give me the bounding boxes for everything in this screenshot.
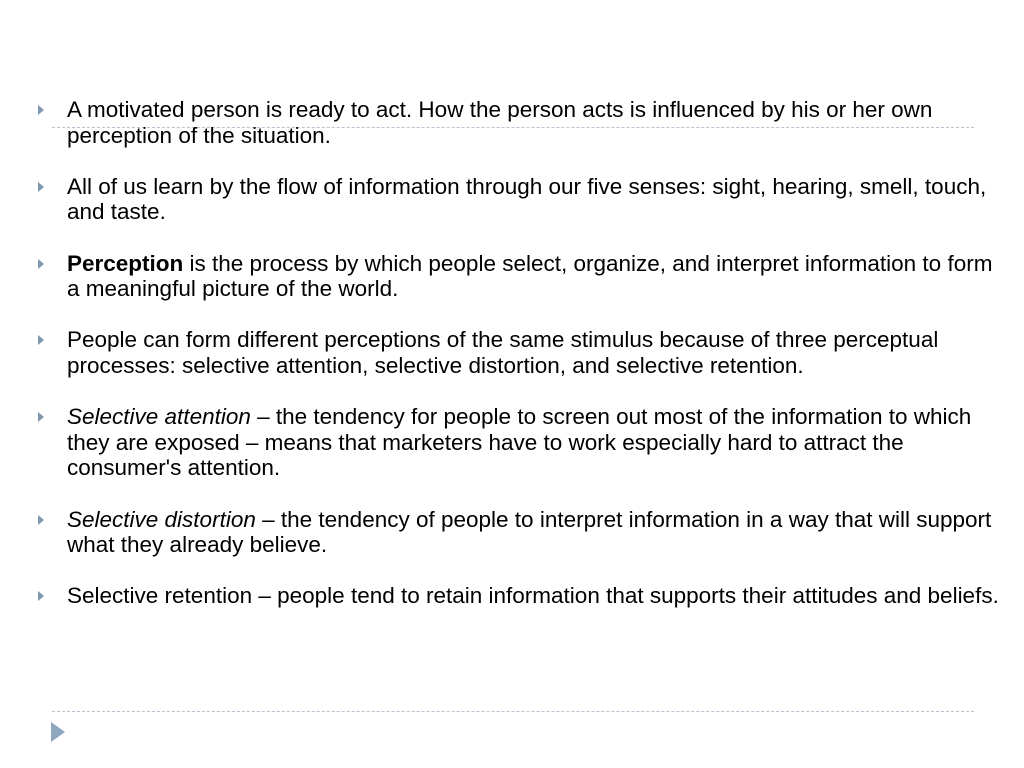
bullet-item [0, 404, 1024, 481]
bullet-text [67, 327, 938, 378]
triangle-right-icon [38, 515, 44, 525]
bullet-lead-italic: Selective attention [67, 404, 251, 430]
bullet-list [0, 97, 1024, 634]
triangle-right-icon [38, 182, 44, 192]
bullet-lead-bold: Perception [67, 250, 184, 276]
bullet-item [0, 327, 1024, 378]
bullet-body: Selective retention – people tend to retain information that supports their attitudes and beliefs. [67, 583, 999, 609]
bullet-body: is the process by which people select, organize, and interpret information to form a meaningful picture of the world. [67, 250, 993, 302]
bullet-body: A motivated person is ready to act. How the person acts is influenced by his or her own perception of the situation. [67, 97, 933, 148]
bottom-divider [52, 711, 974, 712]
triangle-right-icon [38, 412, 44, 422]
bullet-text [67, 174, 986, 225]
bullet-text [67, 251, 992, 302]
triangle-right-icon [38, 335, 44, 345]
bullet-body: – the tendency for people to screen out most of the information to which they are exposed – means that marketers have to work especially hard to attract the consumer's attention. [67, 404, 972, 481]
triangle-right-icon [38, 259, 44, 269]
bullet-item [0, 251, 1024, 302]
bullet-body: – the tendency of people to interpret information in a way that will support what they already believe. [67, 506, 992, 558]
bullet-text [67, 97, 932, 148]
triangle-right-icon [38, 105, 44, 115]
bullet-body: All of us learn by the flow of information through our five senses: sight, hearing, smell, touch, and taste. [67, 173, 987, 225]
next-slide-arrow-icon[interactable] [51, 722, 65, 742]
bullet-body: People can form different perceptions of the same stimulus because of three perceptual processes: selective attention, selective distortion, and selective retention. [67, 327, 939, 378]
bullet-item [0, 507, 1024, 558]
bullet-lead-italic: Selective distortion [67, 506, 256, 532]
bullet-item [0, 174, 1024, 225]
bullet-item [0, 583, 1024, 609]
bullet-text [67, 404, 971, 480]
bullet-text [67, 507, 991, 558]
bullet-text [67, 583, 999, 608]
bullet-item [0, 97, 1024, 148]
triangle-right-icon [38, 591, 44, 601]
